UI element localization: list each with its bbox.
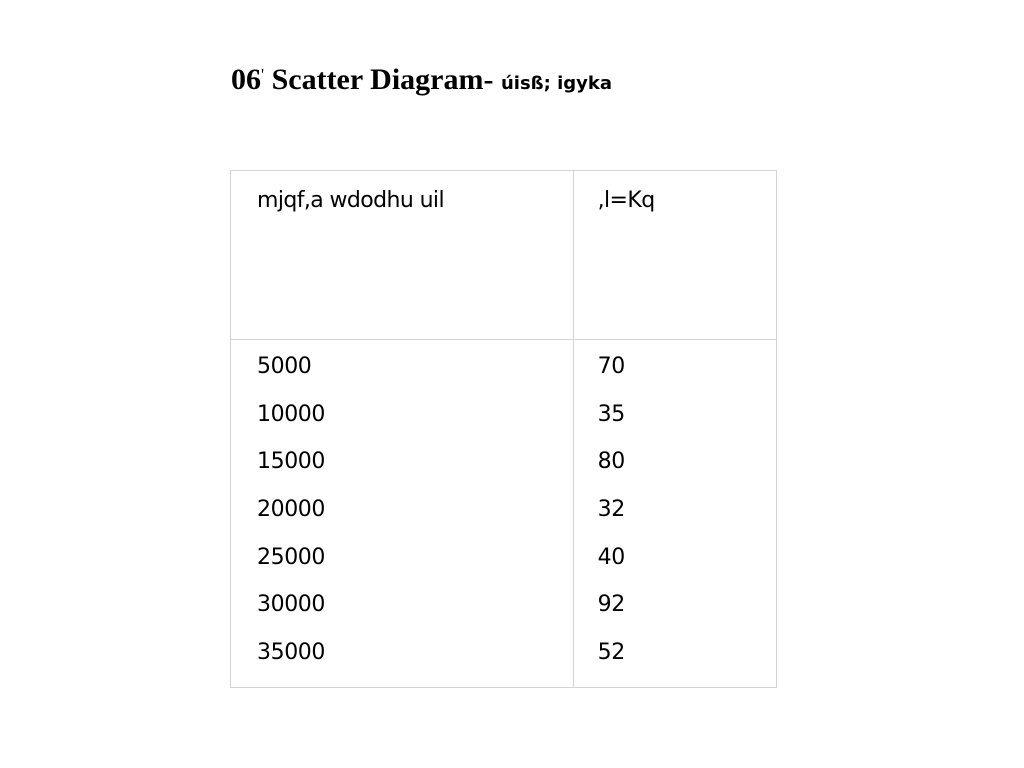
table-cell: 32 — [597, 497, 625, 523]
table-header-row — [231, 171, 777, 340]
data-table — [230, 170, 777, 688]
table-cell: 80 — [597, 449, 625, 475]
title-subtitle: úisß; igyka — [500, 73, 612, 94]
table-cell: 40 — [597, 544, 625, 570]
table-cell: 35 — [597, 401, 625, 427]
table-header-score: ,l=Kq — [573, 171, 776, 340]
table-cell: 25000 — [257, 544, 325, 570]
table-cell: 52 — [597, 640, 625, 666]
table-cell: 70 — [597, 354, 625, 379]
slide-title — [231, 62, 612, 95]
table-cell: 30000 — [257, 592, 325, 618]
income-values-cell — [231, 340, 574, 688]
title-number: 06 — [231, 63, 261, 96]
table-cell: 10000 — [257, 401, 325, 427]
table-cell: 92 — [597, 592, 625, 618]
table-values-row — [231, 340, 777, 688]
table-cell: 5000 — [257, 354, 312, 379]
title-text: Scatter Diagram- — [264, 63, 501, 96]
score-values-cell — [573, 340, 776, 688]
table-cell: 15000 — [257, 449, 325, 475]
table-cell: 35000 — [257, 640, 325, 666]
table-cell: 20000 — [257, 497, 325, 523]
table-header-income: mjqf,a wdodhu uil — [231, 171, 574, 340]
title-mark: ' — [261, 65, 265, 84]
